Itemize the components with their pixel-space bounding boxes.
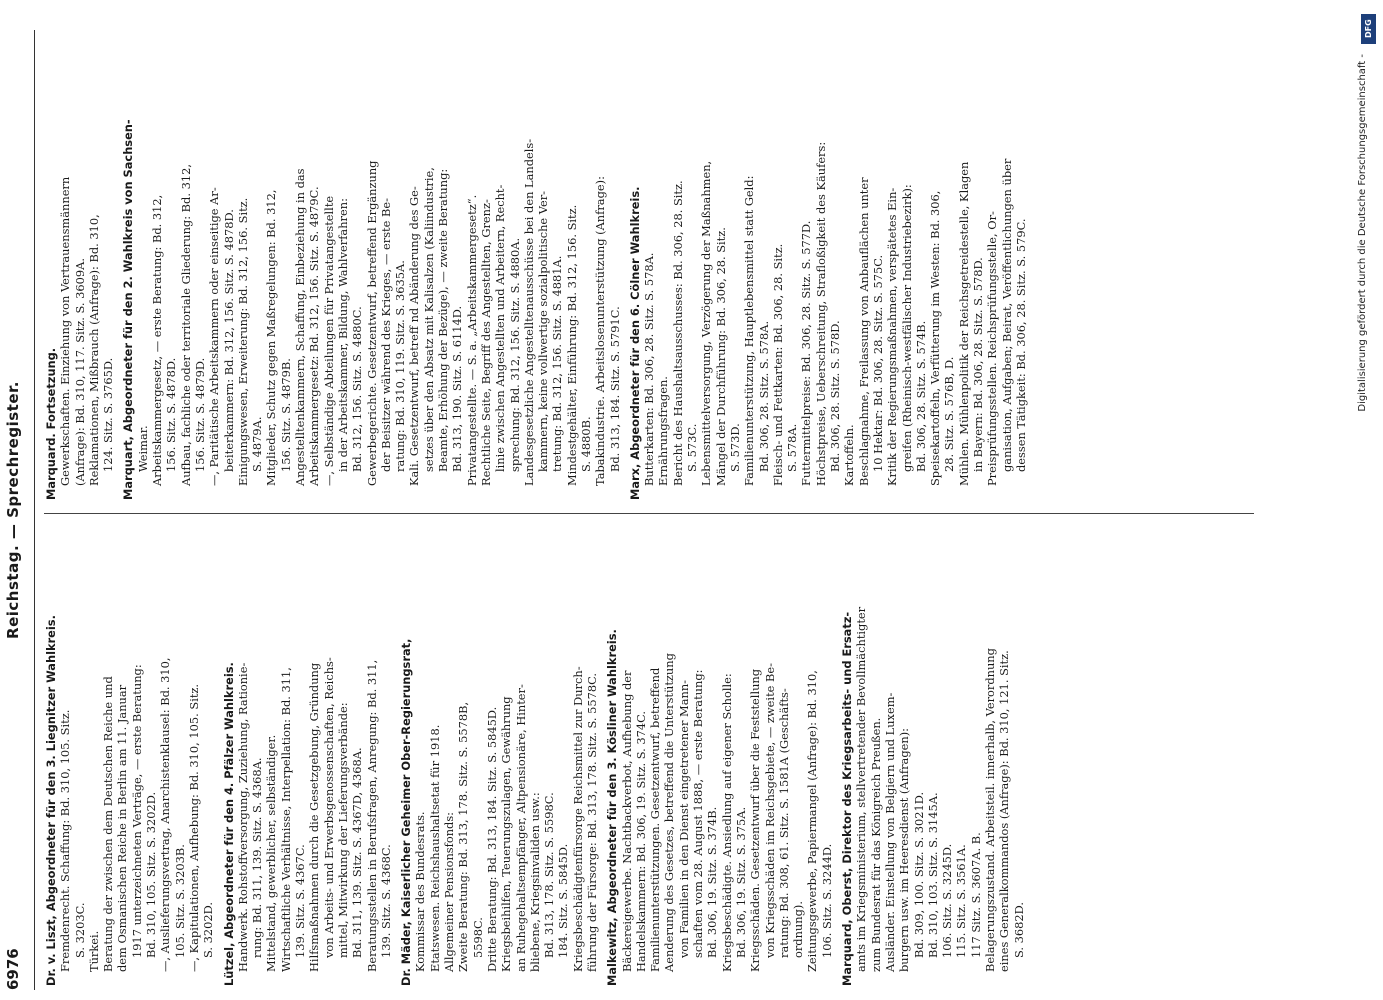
entry-line: S. 4879A. bbox=[250, 416, 265, 472]
entry-line: Butterkarten: Bd. 306, 28. Sitz. S. 578A. bbox=[642, 252, 657, 486]
entry-line: Beratungsstellen in Berufsfragen, Anregung: Bd. 311, bbox=[364, 659, 379, 972]
entry-line: Gewerbegerichte. Gesetzentwurf, betreffend Ergänzung bbox=[364, 160, 379, 486]
entry-line: Bäckereigewerbe. Nachtbackverbot, Aufhebung der bbox=[619, 670, 634, 972]
entry-heading: Dr. Mäder, Kaiserlicher Geheimer Ober-Regierungsrat, bbox=[399, 638, 414, 986]
entry-line: 5598C. bbox=[470, 917, 485, 958]
entry-line: von Familien in den Dienst eingetretener Mann- bbox=[676, 679, 691, 958]
entry-line: in Bayern: Bd. 306, 28. Sitz. S. 578D. bbox=[971, 257, 985, 472]
right-column bbox=[44, 50, 1034, 500]
entry-line: Wirtschaftliche Verhältnisse, Interpellation: Bd. 311, bbox=[278, 667, 293, 972]
entry-line: Bd. 310, 105. Sitz. S. 3202D. bbox=[144, 791, 159, 958]
entry-line: 105. Sitz. S. 3203B. bbox=[172, 844, 187, 958]
entry-line: linie zwischen Angestellten und Arbeitern, Recht- bbox=[493, 184, 508, 472]
entry-line: Ausländer. Einstellung von Belgiern und Luxem- bbox=[882, 692, 897, 972]
entry-line: Zweite Beratung: Bd. 313, 178. Sitz. S. 5578B, bbox=[456, 701, 471, 972]
entry-line: amts im Kriegsministerium, stellvertretender Bevollmächtigter bbox=[854, 606, 869, 972]
entry-line: Angestelltenkammern, Schaffung, Einbeziehung in das bbox=[293, 168, 308, 486]
entry-heading: Marx, Abgeordneter für den 6. Cölner Wahlkreis. bbox=[627, 186, 642, 500]
entry-line: bliebene, Kriegsinvaliden usw.: bbox=[527, 792, 542, 972]
side-note-text: Digitalisierung gefördert durch die Deutsche Forschungsgemeinschaft - bbox=[1357, 54, 1368, 412]
right-entry bbox=[121, 50, 621, 500]
entry-line: Familienunterstützungen. Gesetzentwurf, betreffend bbox=[648, 667, 663, 972]
entry-line: Kartoffeln. bbox=[842, 424, 857, 486]
left-entry bbox=[44, 536, 216, 986]
entry-line: rung: Bd. 311, 139. Sitz. S. 4368A. bbox=[250, 757, 265, 958]
entry-line: Landesgesetzliche Angestelltenausschüsse bei den Landels- bbox=[521, 138, 536, 486]
entry-line: Bd. 306, 28. Sitz. S. 574B. bbox=[913, 320, 928, 472]
entry-line: ganisation, Aufgaben; Beirat, Veröffentlichungen über bbox=[999, 158, 1014, 472]
entry-line: an Ruhegehaltsempfänger, Altpensionäre, Hinter- bbox=[513, 684, 528, 972]
entry-line: Mühlen. Mühlenpolitik der Reichsgetreidestelle, Klagen bbox=[956, 161, 971, 486]
right-entry bbox=[628, 50, 1028, 500]
entry-line: sprechung: Bd. 312, 156. Sitz. S. 4880A. bbox=[507, 237, 522, 472]
entry-line: dessen Tätigkeit: Bd. 306, 28. Sitz. S. 579C. bbox=[1013, 218, 1028, 472]
entry-line: greifen (Rheinisch-westfälischer Industriebezirk): bbox=[899, 184, 914, 472]
entry-line: Bd. 313, 184. Sitz. S. 5791C. bbox=[607, 306, 622, 472]
entry-line: 139. Sitz. S. 4367C. bbox=[293, 844, 308, 958]
entry-line: 28. Sitz. S. 576B, D. bbox=[942, 356, 957, 472]
entry-line: Belagerungszustand. Arbeitsteil. innerhalb, Verordnung bbox=[983, 648, 997, 972]
entry-line: schaften vom 28. August 1888, — erste Beratung: bbox=[691, 669, 706, 958]
entry-line: von Arbeits- und Erwerbsgenossenschaften, Reichs- bbox=[321, 657, 336, 958]
entry-line: Bd. 312, 156. Sitz. S. 4880C. bbox=[350, 306, 365, 472]
entry-line: Futtermittelpreise: Bd. 306, 28. Sitz. S. 577D. bbox=[799, 220, 814, 486]
left-entry bbox=[605, 536, 834, 986]
entry-line: Mindestgehälter, Einführung: Bd. 312, 156. Sitz. bbox=[564, 204, 579, 486]
left-column bbox=[44, 536, 1032, 986]
entry-line: Kriegsbeschädigte. Ansiedlung auf eigener Scholle: bbox=[719, 673, 734, 972]
entry-line: 117 Sitz. S. 3607A. B. bbox=[968, 832, 983, 958]
entry-line: —, Selbständige Abteilungen für Privatangestellte bbox=[321, 195, 336, 486]
entry-line: in der Arbeitskammer, Bildung, Wahlverfahren: bbox=[335, 198, 350, 472]
entry-line: 156. Sitz. S. 4878D. bbox=[164, 357, 179, 472]
left-entry bbox=[399, 536, 599, 986]
entry-line: Arbeitskammergesetz, — erste Beratung: Bd. 312, bbox=[150, 194, 165, 486]
entry-line: Bd. 306, 28. Sitz. S. 578D. bbox=[828, 320, 843, 472]
entry-line: Beschlagnahme, Freilassung von Anbauflächen unter bbox=[856, 177, 871, 486]
entry-line: Gewerkschaften. Einziehung von Vertrauensmännern bbox=[58, 176, 73, 486]
entry-line: zum Bundesrat für das Königreich Preußen. bbox=[868, 717, 883, 972]
entry-line: Kriegsbeschädigtenfürsorge Reichsmittel zur Durch- bbox=[570, 666, 585, 972]
entry-line: Kommissar des Bundesrats. bbox=[413, 811, 428, 972]
entry-heading: Malkewitz, Abgeordneter für den 3. Kösliner Wahlkreis. bbox=[605, 629, 620, 986]
entry-line: S. 3682D. bbox=[1011, 902, 1026, 958]
entry-line: Einigungswesen, Erweiterung: Bd. 312, 156. Sitz. bbox=[235, 197, 250, 486]
entry-line: S. 573C. bbox=[685, 423, 700, 472]
entry-heading: Marquard. Fortsetzung. bbox=[44, 347, 58, 500]
entry-line: dem Osmanischen Reiche in Berlin am 11. Januar bbox=[115, 684, 130, 972]
entry-line: Lebensmittelversorgung, Verzögerung der Maßnahmen, bbox=[699, 160, 714, 486]
entry-line: Handwerk. Rohstoffversorgung, Zuziehung, Rationie- bbox=[235, 662, 250, 972]
entry-line: Mängel der Durchführung: Bd. 306, 28. Sitz. bbox=[713, 227, 728, 486]
entry-heading: Dr. v. Liszt, Abgeordneter für den 3. Liegnitzer Wahlkreis. bbox=[44, 615, 58, 986]
entry-line: Höchstpreise, Ueberschreitung, Strafloßigkeit des Käufers: bbox=[813, 141, 828, 486]
entry-line: S. 3202D. bbox=[201, 902, 216, 958]
entry-line: Bd. 306, 19. Sitz. S. 374B. bbox=[705, 806, 720, 958]
left-entry bbox=[840, 536, 1026, 986]
entry-line: 115. Sitz. S. 3561A. bbox=[954, 844, 969, 958]
entry-line: Tabakindustrie. Arbeitslosenunterstützung (Anfrage): bbox=[593, 176, 608, 486]
entry-line: Kriegsbeihilfen, Teuerungszulagen, Gewährung bbox=[499, 696, 514, 972]
entry-line: Bd. 306, 28. Sitz. S. 578A. bbox=[756, 320, 771, 472]
entry-line: burgern usw. im Heeresdienst (Anfragen): bbox=[897, 727, 912, 972]
page-number: 6976 bbox=[4, 948, 22, 990]
column-divider bbox=[44, 513, 1254, 514]
entry-heading: Marquard, Oberst, Direktor des Kriegsarbeits- und Ersatz- bbox=[840, 611, 855, 986]
entry-line: Speisekartoffeln, Verfütterung im Westen: Bd. 306, bbox=[928, 190, 943, 486]
entry-line: 10 Hektar: Bd. 306, 28. Sitz. S. 575C. bbox=[870, 254, 885, 472]
entry-line: Beratung der zwischen dem Deutschen Reiche und bbox=[101, 676, 116, 972]
entry-line: Ernährungsfragen. bbox=[656, 376, 671, 486]
entry-line: —, Auslieferungsvertrag, Anarchistenklausel: Bd. 310, bbox=[158, 657, 173, 972]
entry-line: Zeitungsgewerbe, Papiermangel (Anfrage): Bd. 310, bbox=[805, 670, 820, 972]
entry-line: der Beisitzer während des Krieges, — erste Be- bbox=[378, 198, 393, 472]
left-entry bbox=[222, 536, 394, 986]
entry-line: 139. Sitz. S. 4368C. bbox=[378, 844, 393, 958]
entry-line: Türkei. bbox=[86, 930, 101, 972]
entry-line: Aenderung des Gesetzes, betreffend die Unterstützung bbox=[662, 653, 677, 972]
entry-line: beiterkammern: Bd. 312, 156. Sitz. S. 4878D. bbox=[221, 209, 236, 472]
entry-line: Kritik der Regierungsmaßnahmen, verspätetes Ein- bbox=[885, 187, 900, 486]
entry-line: von Kriegsschäden im Reichsgebiete, — zweite Be- bbox=[762, 663, 777, 958]
entry-line: 124. Sitz. S. 3765D. bbox=[101, 357, 116, 472]
entry-line: Beamte, Erhöhung der Bezüge), — zweite Beratung: bbox=[436, 168, 451, 472]
running-title: Reichstag. — Sprechregister. bbox=[4, 381, 22, 639]
entry-line: Arbeitskammergesetz: Bd. 312, 156. Sitz. S. 4879C. bbox=[307, 186, 322, 486]
entry-line: ratung: Bd. 308, 61. Sitz. S. 1581A (Geschäfts- bbox=[776, 688, 791, 958]
entry-line: —, Paritätische Arbeitskammern oder einseitige Ar- bbox=[207, 187, 222, 486]
entry-line: Aufbau, fachliche oder territoriale Gliederung: Bd. 312, bbox=[178, 164, 193, 486]
entry-line: Privatangestellte. — S. a. „Arbeitskammergesetz“. bbox=[464, 194, 479, 486]
entry-line: 106. Sitz. S. 3244D. bbox=[819, 843, 834, 958]
entry-line: kammern, keine vollwertige sozialpolitische Ver- bbox=[536, 190, 551, 472]
entry-line: 184. Sitz. S. 5845D. bbox=[556, 843, 571, 958]
entry-line: Bd. 313, 190. Sitz. S. 6114D. bbox=[450, 305, 465, 472]
entry-line: Bd. 309, 100. Sitz. S. 3021D. bbox=[911, 791, 926, 958]
entry-line: Kriegsschäden. Gesetzentwurf über die Feststellung bbox=[748, 668, 763, 972]
entry-line: Preisprüfungsstellen. Reichsprüfungsstelle, Or- bbox=[985, 211, 1000, 486]
entry-line: S. 4880B. bbox=[578, 416, 593, 472]
entry-line: Bd. 311, 139. Sitz. S. 4367D, 4368A. bbox=[350, 747, 365, 958]
entry-line: eines Generalkommandos (Anfrage): Bd. 310, 121. Sitz. bbox=[997, 650, 1012, 972]
entry-line: Dritte Beratung: Bd. 313, 184. Sitz. S. 5845D. bbox=[484, 706, 499, 972]
entry-line: Familienunterstützung, Hauptlebensmittel statt Geld: bbox=[742, 175, 757, 486]
entry-line: 106. Sitz. S. 3245D. bbox=[940, 843, 955, 958]
entry-line: 156. Sitz. S. 4879B. bbox=[278, 358, 293, 472]
entry-line: S. 578A. bbox=[785, 423, 800, 472]
entry-line: Bd. 306, 19. Sitz. S. 375A. bbox=[733, 806, 748, 958]
entry-line: S. 573D. bbox=[727, 423, 742, 472]
entry-line: Mitglieder, Schutz gegen Maßregelungen: Bd. 312, bbox=[264, 189, 279, 486]
entry-line: Allgemeiner Pensionsfonds: bbox=[442, 811, 457, 972]
entry-line: mittel, Mitwirkung der Lieferungsverbände: bbox=[335, 702, 350, 958]
entry-line: Handelskammern: Bd. 306, 19. Sitz. S. 374C. bbox=[633, 710, 648, 972]
entry-line: Reklamationen, Mißbrauch (Anfrage): Bd. 310, bbox=[86, 214, 101, 486]
entry-line: Rechtliche Seite, Begriff des Angestellten, Grenz- bbox=[478, 199, 493, 486]
entry-line: —, Kapitulationen, Aufhebung: Bd. 310, 105. Sitz. bbox=[186, 683, 201, 972]
entry-line: Bericht des Haushaltsausschusses: Bd. 306, 28. Sitz. bbox=[670, 180, 685, 486]
entry-line: Bd. 310, 103. Sitz. S. 3145A. bbox=[925, 792, 940, 958]
entry-line: Bd. 313, 178. Sitz. S. 5598C. bbox=[542, 792, 557, 958]
entry-line: S. 3203C. bbox=[72, 902, 87, 958]
entry-line: (Anfrage): Bd. 310, 117. Sitz. S. 3609A. bbox=[72, 257, 87, 486]
dfg-logo: DFG bbox=[1361, 14, 1376, 44]
entry-line: Mittelstand, gewerblicher, selbständiger. bbox=[264, 734, 279, 972]
entry-line: 1917 unterzeichneten Verträge, — erste Beratung: bbox=[129, 664, 144, 958]
side-note bbox=[1349, 10, 1379, 990]
entry-line: Kali. Gesetzentwurf, betreff nd Abänderung des Ge- bbox=[407, 186, 422, 486]
entry-line: setzes über den Absatz mit Kalisalzen (Kaliindustrie, bbox=[421, 167, 436, 472]
entry-line: führung der Fürsorge: Bd. 313, 178. Sitz. S. 5578C. bbox=[584, 672, 599, 972]
entry-line: Hilfsmaßnahmen durch die Gesetzgebung, Gründung bbox=[307, 662, 322, 972]
entry-line: Etatswesen. Reichshaushaltsetat für 1918. bbox=[427, 724, 442, 972]
right-entry bbox=[44, 50, 115, 500]
header-rule bbox=[34, 30, 35, 990]
entry-line: Fremdenrecht. Schaffung: Bd. 310, 105. Sitz. bbox=[58, 709, 73, 972]
entry-line: Weimar. bbox=[135, 425, 150, 472]
entry-heading: Marquart, Abgeordneter für den 2. Wahlkreis von Sachsen- bbox=[121, 119, 136, 500]
entry-line: ordnung). bbox=[791, 901, 806, 958]
entry-line: tretung: Bd. 312, 156. Sitz. S. 4881A. bbox=[550, 255, 565, 472]
entry-heading: Lützel, Abgeordneter für den 4. Pfälzer Wahlkreis. bbox=[221, 662, 236, 986]
entry-line: Fleisch- und Fettkarten: Bd. 306, 28. Sitz. bbox=[770, 243, 785, 486]
page-header bbox=[4, 30, 30, 990]
entry-line: 156. Sitz. S. 4879D. bbox=[192, 357, 207, 472]
entry-line: ratung: Bd. 310, 119. Sitz. S. 3635A. bbox=[393, 260, 408, 472]
